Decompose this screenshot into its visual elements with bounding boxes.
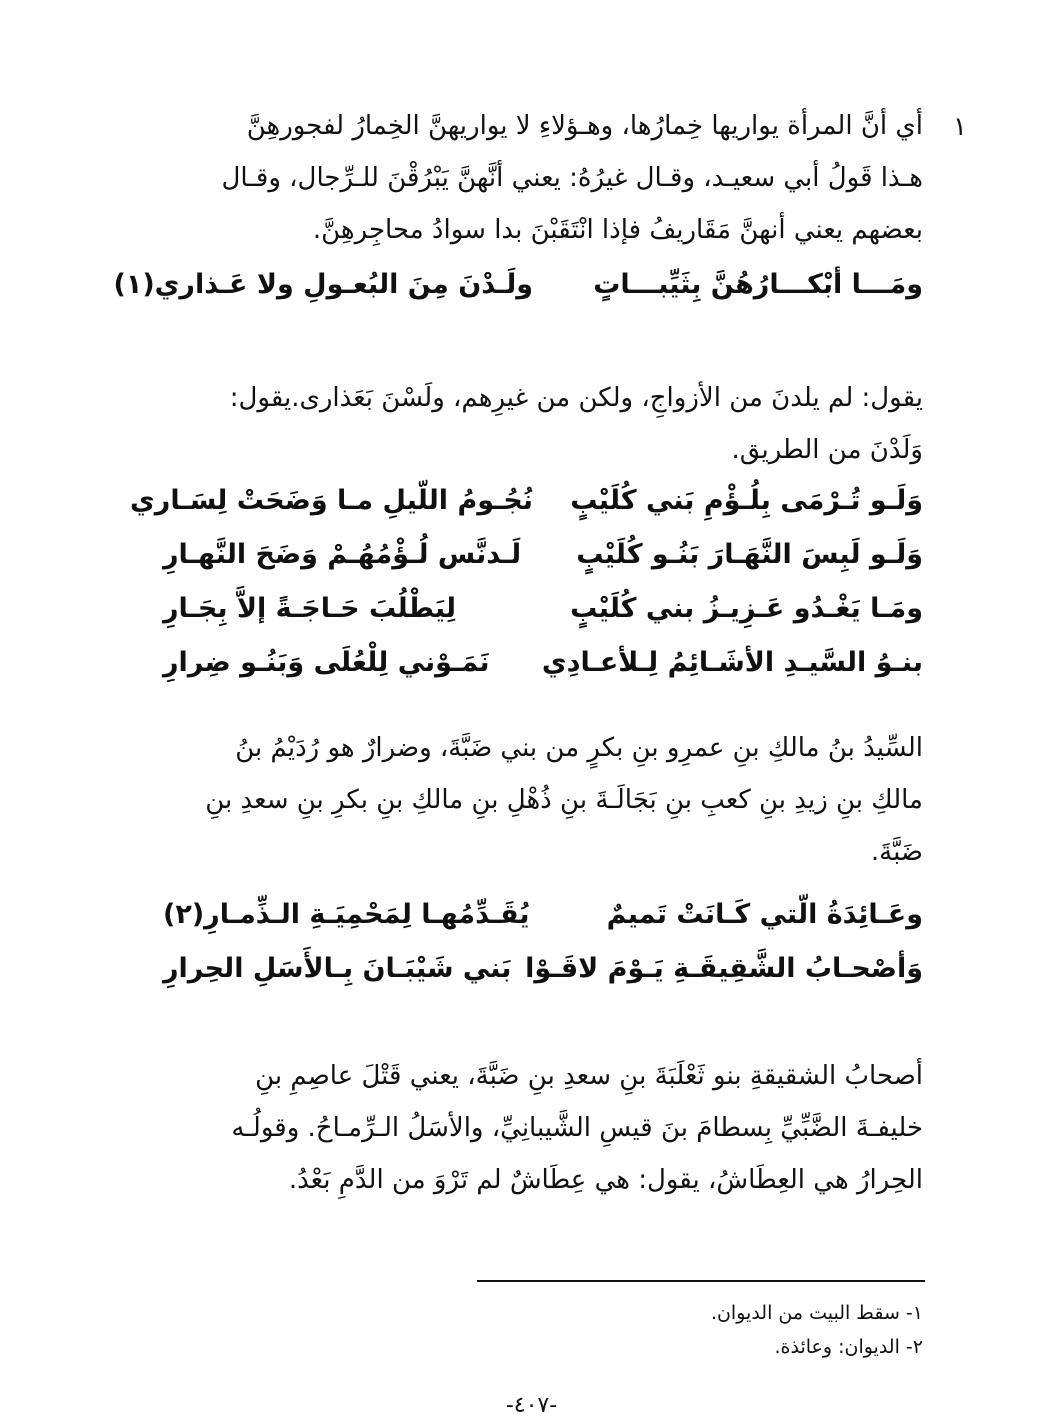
verse-line [163,888,923,942]
commentary-paragraph-3 [163,722,923,878]
page-number: -٤٠٧- [505,1393,558,1418]
verse-first-hemistich: وَلَـو لَبِسَ النَّهَـارَ بَنُـو كُلَيْبٍ [576,539,923,570]
text-line: أي أنَّ المرأة يواريها خِمارُها، وهـؤلاءِ لا يواريهنَّ الخِمارُ لفجورهِنَّ [246,111,923,141]
verse-second-hemistich: يُقَـدِّمُهـا لِمَحْمِيَـةِ الـذِّمـارِ(٢) [163,899,530,930]
verse-block-3 [163,888,923,996]
verse-line [130,474,923,528]
verse-second-hemistich: بَني شَيْبَـانَ بِـالأَسَلِ الحِرارِ [163,953,512,984]
text-line: هـذا قَولُ أبي سعيـد، وقـال غيرُهُ: يعني أنَّهنَّ يَبْرُقْنَ للـرِّجال، وقـال [221,163,923,193]
text-line: الحِرارُ هي العِطَاشُ، يقول: هي عِطَاشٌ لم تَرْوَ من الدَّمِ بَعْدُ. [288,1165,923,1195]
text-line: السِّيدُ بنُ مالكِ بنِ عمرِو بنِ بكرٍ من بني ضَبَّةَ، وضرارٌ هو رُدَيْمُ بنُ [235,733,923,763]
footnotes [323,1296,923,1364]
footnote-divider [477,1280,925,1282]
text-line: وَلَدْنَ من الطريق. [731,435,923,465]
verse-first-hemistich: وَأصْحـابُ الشَّقِيقَـةِ يَـوْمَ لاقَـوْا [525,953,923,984]
text-line: خليفـةَ الضَّبِّيِّ بِسطامَ بنَ قيسِ الشَّيبانِيِّ، والأسَلُ الـرِّمـاحُ. وقولُـه [231,1113,923,1143]
commentary-paragraph-1 [163,100,923,256]
verse-second-hemistich: ولَـدْنَ مِنَ البُعـولِ ولا عَـذاري(١) [113,269,533,300]
verse-first-hemistich: وَلَـو تُـرْمَى بِلُـؤْمِ بَني كُلَيْبٍ [570,485,923,516]
verse-block-2 [130,474,923,690]
text-line: يقول: لم يلدنَ من الأزواجِ، ولكن من غيرِهم، ولَسْنَ بَعَذارى.يقول: [229,383,923,413]
text-line: أصحابُ الشقيقةِ بنو ثَعْلَبَةَ بنِ سعدِ بنِ ضَبَّةَ، يعني قَتْلَ عاصِمِ بنِ [255,1061,923,1091]
footnote-2: ٢- الديوان: وعائذة. [774,1336,923,1358]
verse-line [113,258,923,312]
margin-number: ١ [953,112,967,142]
verse-block-1 [113,258,923,312]
footnote-1: ١- سقط البيت من الديوان. [710,1302,923,1324]
commentary-paragraph-4 [163,1050,923,1206]
verse-second-hemistich: نُجُـومُ اللّيلِ مـا وَضَحَتْ لِسَـاري [130,485,533,516]
verse-first-hemistich: بنـوُ السَّيـدِ الأشَـائِمُ لِـلأعـادِي [541,647,923,678]
verse-second-hemistich: لِيَطْلُبَ حَـاجَـةً إلاَّ بِجَـارِ [163,593,457,624]
verse-second-hemistich: لَـدنَّس لُـؤْمُهُـمْ وَضَحَ النَّهـارِ [163,539,522,570]
verse-line [163,636,923,690]
verse-first-hemistich: ومَـا يَغْـدُو عَـزِيـزُ بني كُلَيْبٍ [570,593,923,624]
text-line: بعضهم يعني أنهنَّ مَقَاريفُ فإذا انْتَقَبْنَ بدا سوادُ محاجِرهِنَّ. [312,215,923,245]
verse-line [163,942,923,996]
verse-line [163,582,923,636]
commentary-paragraph-2 [163,372,923,476]
verse-first-hemistich: ومَـــا أبْكـــارُهُنَّ بِثَيِّبـــاتٍ [593,269,923,300]
text-line: ضَبَّةَ. [870,837,923,867]
verse-line [163,528,923,582]
verse-second-hemistich: نَمَـوْني لِلْعُلَى وَبَنُـو ضِرارِ [163,647,490,678]
text-line: مالكِ بنِ زيدِ بنِ كعبِ بنِ بَجَالَـةَ بنِ ذُهْلِ بنِ مالكِ بنِ بكرِ بنِ سعدِ بنِ [205,785,923,815]
verse-first-hemistich: وعَـائِدَةُ الّتي كَـانَتْ تَميمٌ [606,899,923,930]
